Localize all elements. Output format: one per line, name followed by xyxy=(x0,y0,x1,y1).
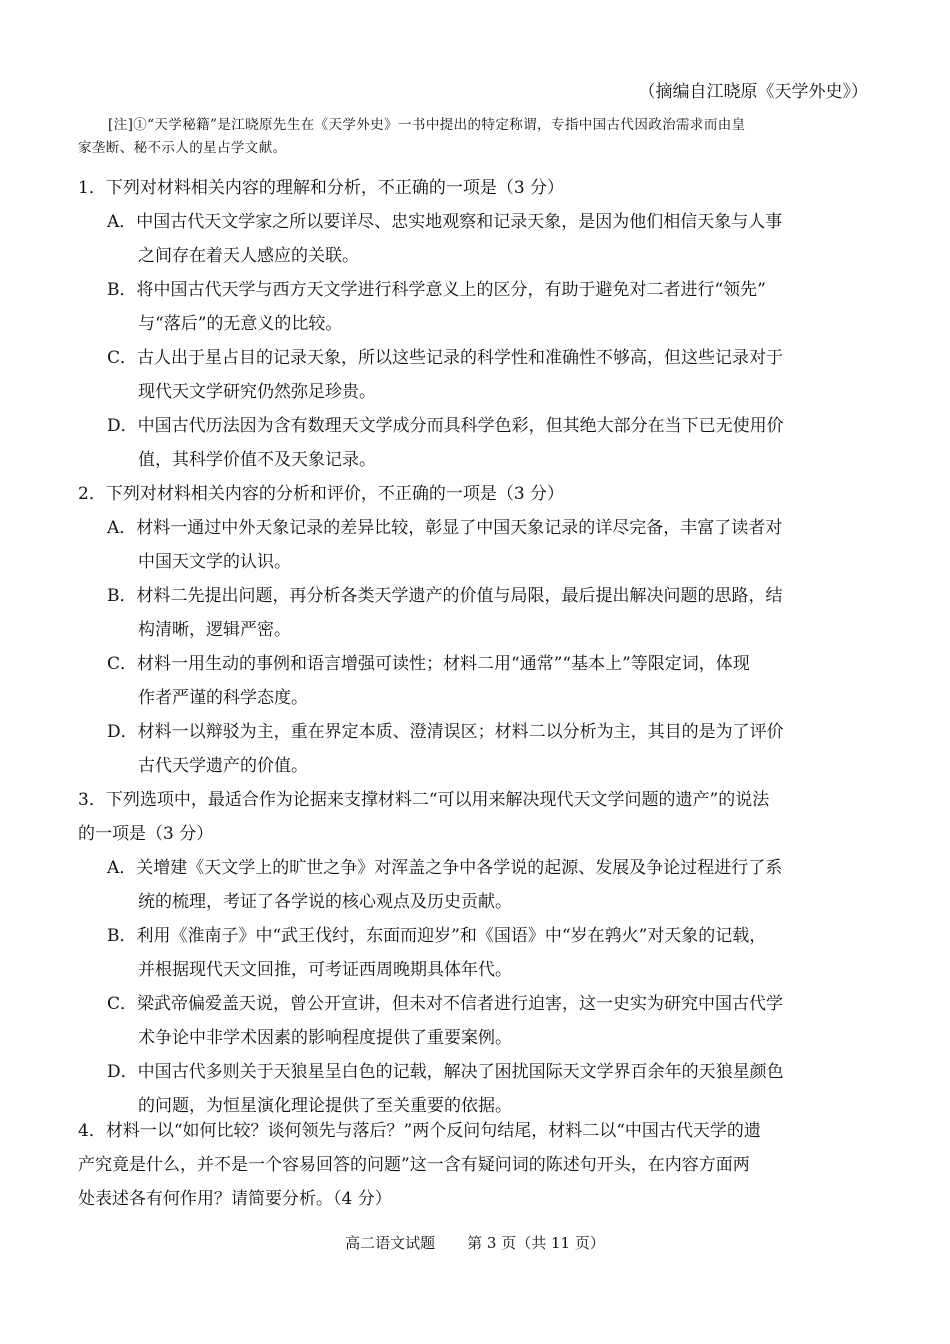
option-line: 之间存在着天人感应的关联。 xyxy=(138,246,359,266)
stem-line: 产究竟是什么，并不是一个容易回答的问题”这一含有疑问词的陈述句开头，在内容方面两 xyxy=(78,1155,750,1175)
question-stem: 2．下列对材料相关内容的分析和评价，不正确的一项是（3 分） xyxy=(78,484,565,504)
source-citation: （摘编自江晓原《天学外史》） xyxy=(638,82,868,102)
option-line: B．利用《淮南子》中“武王伐纣，东面而迎岁”和《国语》中“岁在鹑火”对天象的记载， xyxy=(107,926,767,946)
option-line: 并根据现代天文回推，可考证西周晚期具体年代。 xyxy=(138,960,512,980)
option-line: A．材料一通过中外天象记录的差异比较，彰显了中国天象记录的详尽完备，丰富了读者对 xyxy=(107,518,783,538)
option-b xyxy=(78,273,878,341)
option-d xyxy=(78,409,878,477)
option-b xyxy=(78,919,878,987)
question-3 xyxy=(78,783,878,1123)
question-stem xyxy=(78,783,878,851)
option-line: B．材料二先提出问题，再分析各类天学遗产的价值与局限，最后提出解决问题的思路，结 xyxy=(107,586,783,606)
option-d xyxy=(78,1055,878,1123)
option-line: A．关增建《天文学上的旷世之争》对浑盖之争中各学说的起源、发展及争论过程进行了系 xyxy=(107,858,783,878)
option-line: C．梁武帝偏爱盖天说，曾公开宣讲，但未对不信者进行迫害，这一史实为研究中国古代学 xyxy=(107,994,784,1014)
option-line: 值，其科学价值不及天象记录。 xyxy=(138,450,376,470)
option-c xyxy=(78,987,878,1055)
option-line: D．材料一以辩驳为主，重在界定本质、澄清误区；材料二以分析为主，其目的是为了评价 xyxy=(107,722,784,742)
option-b xyxy=(78,579,878,647)
option-line: A．中国古代天文学家之所以要详尽、忠实地观察和记录天象，是因为他们相信天象与人事 xyxy=(107,212,783,232)
footer-page-number: 第 3 页（共 11 页） xyxy=(467,1234,605,1252)
option-line: D．中国古代多则关于天狼星呈白色的记载，解决了困扰国际天文学界百余年的天狼星颜色 xyxy=(107,1062,784,1082)
question-stem xyxy=(78,1114,878,1216)
option-line: C．材料一用生动的事例和语言增强可读性；材料二用“通常”“基本上”等限定词，体现 xyxy=(107,654,750,674)
footnote xyxy=(78,114,878,160)
footnote-line: 家垄断、秘不示人的星占学文献。 xyxy=(78,140,287,156)
question-stem: 1．下列对材料相关内容的理解和分析，不正确的一项是（3 分） xyxy=(78,178,565,198)
option-line: 构清晰，逻辑严密。 xyxy=(138,620,291,640)
option-a xyxy=(78,205,878,273)
stem-line: 处表述各有何作用？请简要分析。（4 分） xyxy=(78,1189,392,1209)
option-line: B．将中国古代天学与西方天文学进行科学意义上的区分，有助于避免对二者进行“领先” xyxy=(107,280,766,300)
question-1 xyxy=(78,171,878,477)
question-2 xyxy=(78,477,878,783)
option-c xyxy=(78,341,878,409)
page-footer xyxy=(0,1232,950,1253)
footnote-line: [注]①“天学秘籍”是江晓原先生在《天学外史》一书中提出的特定称谓，专指中国古代因政治需求而由皇 xyxy=(108,117,746,133)
option-d xyxy=(78,715,878,783)
option-a xyxy=(78,851,878,919)
option-c xyxy=(78,647,878,715)
option-a xyxy=(78,511,878,579)
option-line: 作者严谨的科学态度。 xyxy=(138,688,308,708)
question-4 xyxy=(78,1114,878,1216)
stem-line: 4．材料一以“如何比较？谈何领先与落后？”两个反问句结尾，材料二以“中国古代天学的遗 xyxy=(78,1121,761,1141)
option-line: D．中国古代历法因为含有数理天文学成分而具科学色彩，但其绝大部分在当下已无使用价 xyxy=(107,416,784,436)
option-line: 现代天文学研究仍然弥足珍贵。 xyxy=(138,382,376,402)
option-line: 的问题，为恒星演化理论提供了至关重要的依据。 xyxy=(138,1096,512,1116)
option-line: 统的梳理，考证了各学说的核心观点及历史贡献。 xyxy=(138,892,512,912)
option-line: 古代天学遗产的价值。 xyxy=(138,756,308,776)
stem-line: 的一项是（3 分） xyxy=(78,824,214,844)
footer-subject: 高二语文试题 xyxy=(345,1234,436,1252)
option-line: 术争论中非学术因素的影响程度提供了重要案例。 xyxy=(138,1028,512,1048)
stem-line: 3．下列选项中，最适合作为论据来支撑材料二“可以用来解决现代天文学问题的遗产”的说法 xyxy=(78,790,770,810)
option-line: C．古人出于星占目的记录天象，所以这些记录的科学性和准确性不够高，但这些记录对于 xyxy=(107,348,784,368)
option-line: 中国天文学的认识。 xyxy=(138,552,291,572)
option-line: 与“落后”的无意义的比较。 xyxy=(138,314,343,334)
